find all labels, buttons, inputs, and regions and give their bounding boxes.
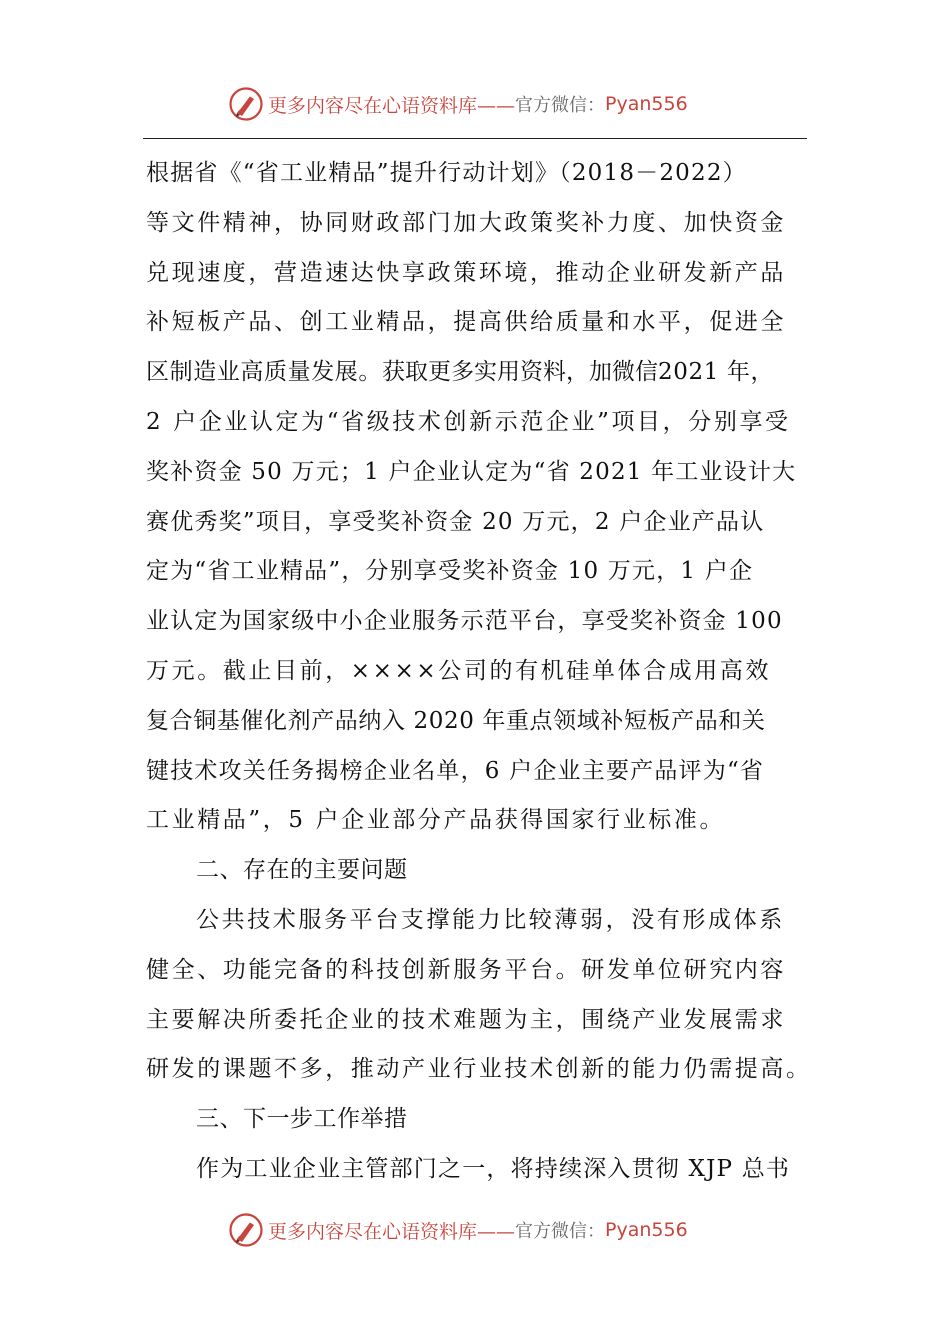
text-line: 作为工业企业主管部门之一，将持续深入贯彻 XJP 总书 xyxy=(196,1155,791,1182)
text-line: 兑现速度，营造速达快享政策环境，推动企业研发新产品 xyxy=(146,259,786,286)
text-line: 万元。截止目前，××××公司的有机硅单体合成用高效 xyxy=(146,657,772,684)
text-line: 根据省《“省工业精品”提升行动计划》（2018－2022） xyxy=(146,160,747,186)
footer-watermark xyxy=(228,1210,688,1250)
text-line: 奖补资金 50 万元；1 户企业认定为“省 2021 年工业设计大 xyxy=(146,458,797,485)
header-watermark xyxy=(228,84,688,124)
text-line: 健全、功能完备的科技创新服务平台。研发单位研究内容 xyxy=(146,956,786,983)
header-divider xyxy=(143,138,807,139)
text-line: 研发的课题不多，推动产业行业技术创新的能力仍需提高。 xyxy=(146,1056,812,1083)
text-segment: 2021 年， xyxy=(658,359,775,386)
text-line: 业认定为国家级中小企业服务示范平台，享受奖补资金 100 xyxy=(146,608,783,635)
watermark-text: 更多内容尽在心语资料库—— xyxy=(268,1220,516,1243)
text-line: 键技术攻关任务揭榜企业名单，6 户企业主要产品评为“省 xyxy=(146,757,765,784)
section-heading: 三、下一步工作举措 xyxy=(196,1106,408,1133)
watermark-wechat-id: Pyan556 xyxy=(605,1219,688,1241)
watermark-text: 更多内容尽在心语资料库—— xyxy=(268,94,516,117)
document-body xyxy=(146,149,812,1195)
text-line: 补短板产品、创工业精品，提高供给质量和水平，促进全 xyxy=(146,309,786,336)
watermark-wechat-label: 官方微信： xyxy=(515,1221,606,1242)
text-line-mixed xyxy=(146,348,806,398)
text-line: 复合铜基催化剂产品纳入 2020 年重点领域补短板产品和关 xyxy=(146,707,766,734)
text-line: 定为“省工业精品”，分别享受奖补资金 10 万元，1 户企 xyxy=(146,558,754,585)
text-line: 公共技术服务平台支撑能力比较薄弱，没有形成体系 xyxy=(196,906,785,933)
text-line: 工业精品”，5 户企业部分产品获得国家行业标准。 xyxy=(146,807,726,834)
text-line: 赛优秀奖”项目，享受奖补资金 20 万元，2 户企业产品认 xyxy=(146,508,765,535)
watermark-wechat-id: Pyan556 xyxy=(605,93,688,115)
watermark-wechat-label: 官方微信： xyxy=(515,95,606,116)
text-line: 主要解决所委托企业的技术难题为主，围绕产业发展需求 xyxy=(146,1006,786,1033)
text-line: 2 户企业认定为“省级技术创新示范企业”项目，分别享受 xyxy=(146,408,791,435)
text-segment: 区制造业高质量发展。 xyxy=(146,359,382,386)
pen-logo-icon xyxy=(228,1212,264,1248)
section-heading: 二、存在的主要问题 xyxy=(196,857,408,884)
pen-logo-icon xyxy=(228,86,264,122)
text-line: 等文件精神，协同财政部门加大政策奖补力度、加快资金 xyxy=(146,209,786,236)
promo-text: 获取更多实用资料，加微信 xyxy=(382,359,658,386)
